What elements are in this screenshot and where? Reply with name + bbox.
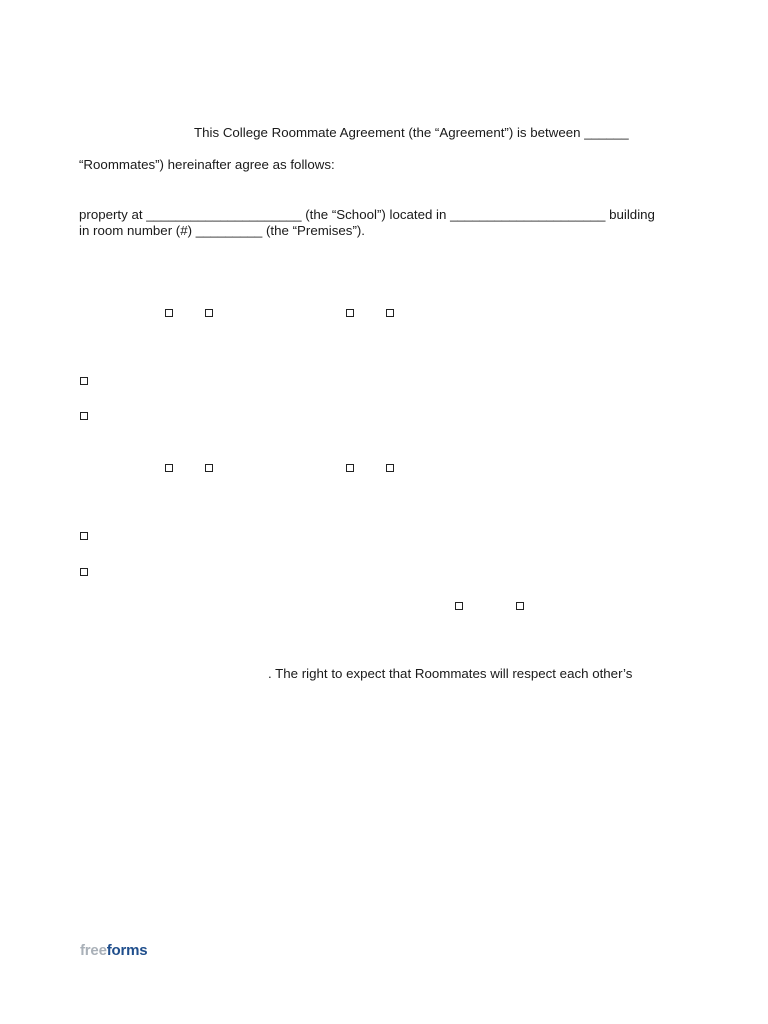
checkbox-row-b-3[interactable] bbox=[346, 464, 354, 472]
respect-line: . The right to expect that Roommates will respect each other’s bbox=[268, 666, 633, 681]
checkbox-single-b-2[interactable] bbox=[80, 568, 88, 576]
checkbox-row-a-1[interactable] bbox=[165, 309, 173, 317]
checkbox-row-a-4[interactable] bbox=[386, 309, 394, 317]
checkbox-row-a-2[interactable] bbox=[205, 309, 213, 317]
roommates-line: “Roommates”) hereinafter agree as follows: bbox=[79, 157, 335, 172]
checkbox-row-b-1[interactable] bbox=[165, 464, 173, 472]
logo-forms-text: forms bbox=[106, 942, 148, 959]
checkbox-row-b-4[interactable] bbox=[386, 464, 394, 472]
property-line-2: in room number (#) _________ (the “Premises”). bbox=[79, 223, 366, 238]
checkbox-single-b-1[interactable] bbox=[80, 532, 88, 540]
freeforms-logo bbox=[80, 942, 147, 959]
checkbox-row-a-3[interactable] bbox=[346, 309, 354, 317]
checkbox-row-b-2[interactable] bbox=[205, 464, 213, 472]
logo-free-text: free bbox=[80, 942, 107, 959]
checkbox-row-c-2[interactable] bbox=[516, 602, 524, 610]
checkbox-row-c-1[interactable] bbox=[455, 602, 463, 610]
property-line-1: property at _____________________ (the “School”) located in _____________________ building bbox=[79, 207, 655, 222]
checkbox-single-a-2[interactable] bbox=[80, 412, 88, 420]
intro-line: This College Roommate Agreement (the “Agreement”) is between ______ bbox=[194, 125, 629, 140]
checkbox-single-a-1[interactable] bbox=[80, 377, 88, 385]
